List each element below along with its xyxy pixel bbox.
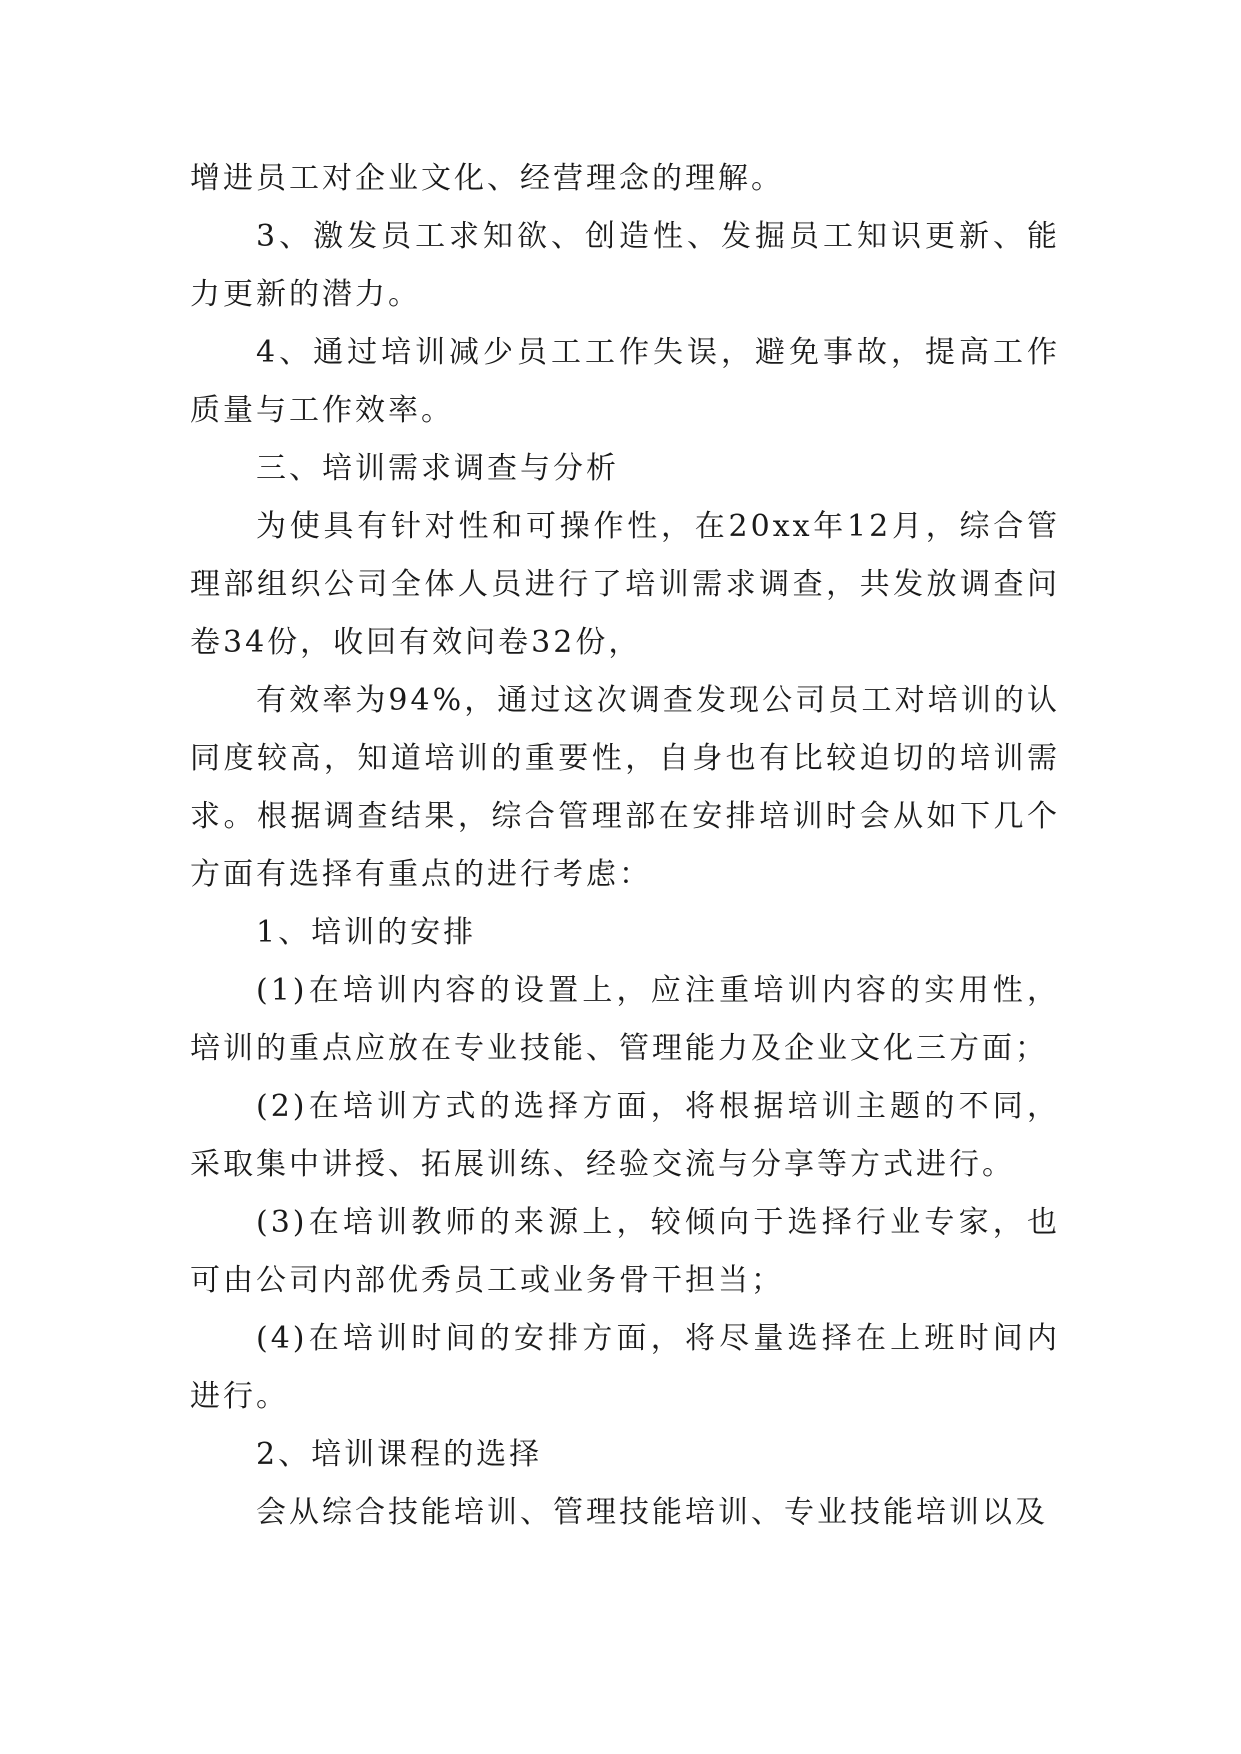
paragraph-arrangement-1: (1)在培训内容的设置上，应注重培训内容的实用性，培训的重点应放在专业技能、管理能力及企业文化三方面； bbox=[190, 973, 1060, 1066]
paragraph-item-4: 4、通过培训减少员工工作失误，避免事故，提高工作质量与工作效率。 bbox=[190, 335, 1060, 428]
paragraph-item-3: 3、激发员工求知欲、创造性、发掘员工知识更新、能力更新的潜力。 bbox=[190, 219, 1060, 312]
paragraph-intro-continuation: 增进员工对企业文化、经营理念的理解。 bbox=[190, 161, 784, 196]
subheading-training-arrangement: 1、培训的安排 bbox=[256, 915, 477, 950]
subheading-course-selection: 2、培训课程的选择 bbox=[256, 1437, 543, 1472]
document-body bbox=[190, 150, 1060, 1542]
section-heading-3: 三、培训需求调查与分析 bbox=[256, 451, 619, 486]
paragraph-arrangement-4: (4)在培训时间的安排方面，将尽量选择在上班时间内进行。 bbox=[190, 1321, 1060, 1414]
paragraph-survey: 为使具有针对性和可操作性，在20xx年12月，综合管理部组织公司全体人员进行了培训需求调查，共发放调查问卷34份，收回有效问卷32份， bbox=[190, 509, 1060, 660]
paragraph-course-selection: 会从综合技能培训、管理技能培训、专业技能培训以及 bbox=[256, 1495, 1048, 1530]
paragraph-arrangement-3: (3)在培训教师的来源上，较倾向于选择行业专家，也可由公司内部优秀员工或业务骨干担当； bbox=[190, 1205, 1060, 1298]
paragraph-arrangement-2: (2)在培训方式的选择方面，将根据培训主题的不同，采取集中讲授、拓展训练、经验交流与分享等方式进行。 bbox=[190, 1089, 1060, 1182]
paragraph-survey-results: 有效率为94%，通过这次调查发现公司员工对培训的认同度较高，知道培训的重要性，自身也有比较迫切的培训需求。根据调查结果，综合管理部在安排培训时会从如下几个方面有选择有重点的进行考虑： bbox=[190, 683, 1060, 892]
